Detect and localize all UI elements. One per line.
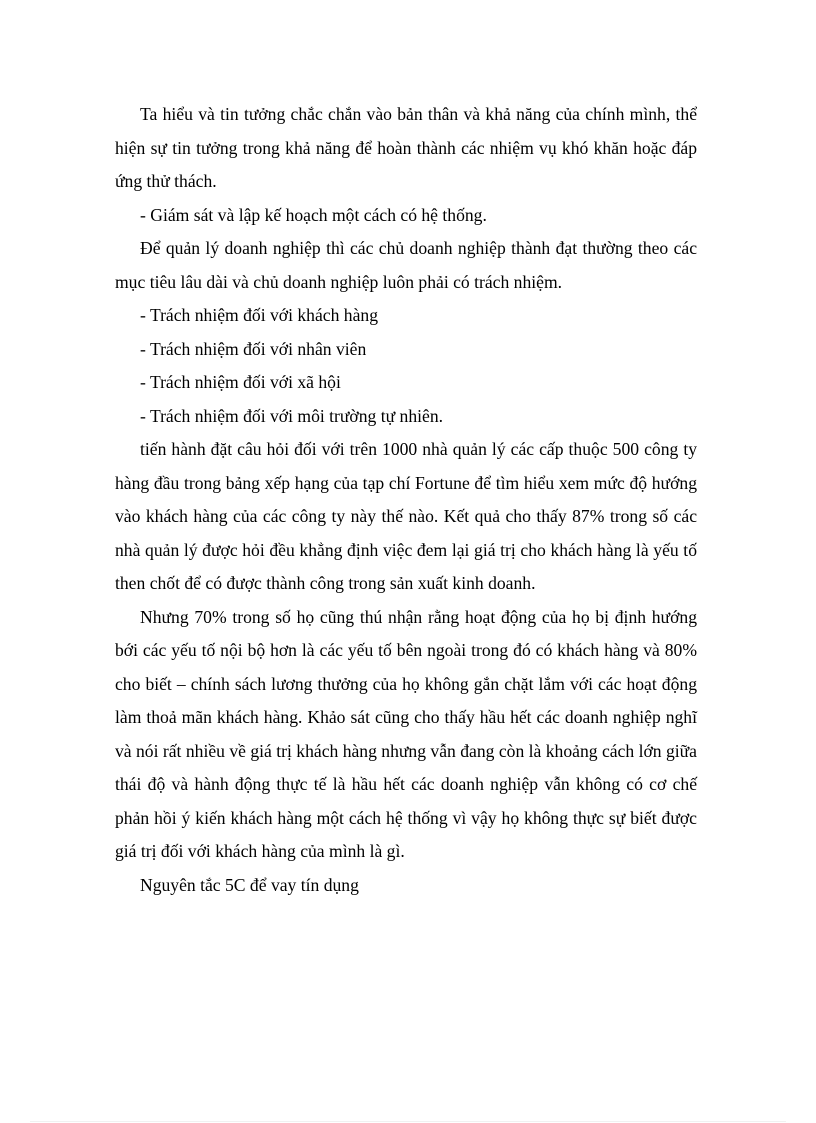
bullet-environment: - Trách nhiệm đối với môi trường tự nhiên. bbox=[140, 405, 444, 426]
paragraph-5c-heading: Nguyên tắc 5C để vay tín dụng bbox=[140, 874, 359, 895]
page-bottom-divider bbox=[30, 1121, 786, 1122]
paragraph-self-confidence: Ta hiểu và tin tưởng chắc chắn vào bản thân và khả năng của chính mình, thể hiện sự tin tưởng trong khả năng để hoàn thành các nhiệm vụ khó khăn hoặc đáp ứng thử thách. bbox=[115, 104, 697, 191]
bullet-society: - Trách nhiệm đối với xã hội bbox=[140, 372, 341, 392]
paragraph-responsibility: Để quản lý doanh nghiệp thì các chủ doanh nghiệp thành đạt thường theo các mục tiêu lâu dài và chủ doanh nghiệp luôn phải có trách nhiệm. bbox=[115, 238, 697, 292]
bullet-customers: - Trách nhiệm đối với khách hàng bbox=[140, 305, 378, 325]
document-body bbox=[115, 98, 697, 902]
paragraph-survey: tiến hành đặt câu hỏi đối với trên 1000 nhà quản lý các cấp thuộc 500 công ty hàng đầu trong bảng xếp hạng của tạp chí Fortune để tìm hiểu xem mức độ hướng vào khách hàng của các công ty này thế nào. Kết quả cho thấy 87% trong số các nhà quản lý được hỏi đều khẳng định việc đem lại giá trị cho khách hàng là yếu tố then chốt để có được thành công trong sản xuất kinh doanh. bbox=[115, 439, 697, 593]
bullet-planning: - Giám sát và lập kế hoạch một cách có hệ thống. bbox=[140, 204, 487, 225]
paragraph-findings: Nhưng 70% trong số họ cũng thú nhận rằng hoạt động của họ bị định hướng bới các yếu tố nội bộ hơn là các yếu tố bên ngoài trong đó có khách hàng và 80% cho biết – chính sách lương thưởng của họ không gắn chặt lắm với các hoạt động làm thoả mãn khách hàng. Khảo sát cũng cho thấy hầu hết các doanh nghiệp nghĩ và nói rất nhiều về giá trị khách hàng nhưng vẫn đang còn là khoảng cách lớn giữa thái độ và hành động thực tế là hầu hết các doanh nghiệp vẫn không có cơ chế phản hồi ý kiến khách hàng một cách hệ thống vì vậy họ không thực sự biết được giá trị đối với khách hàng của mình là gì. bbox=[115, 606, 697, 861]
bullet-employees: - Trách nhiệm đối với nhân viên bbox=[140, 338, 367, 359]
